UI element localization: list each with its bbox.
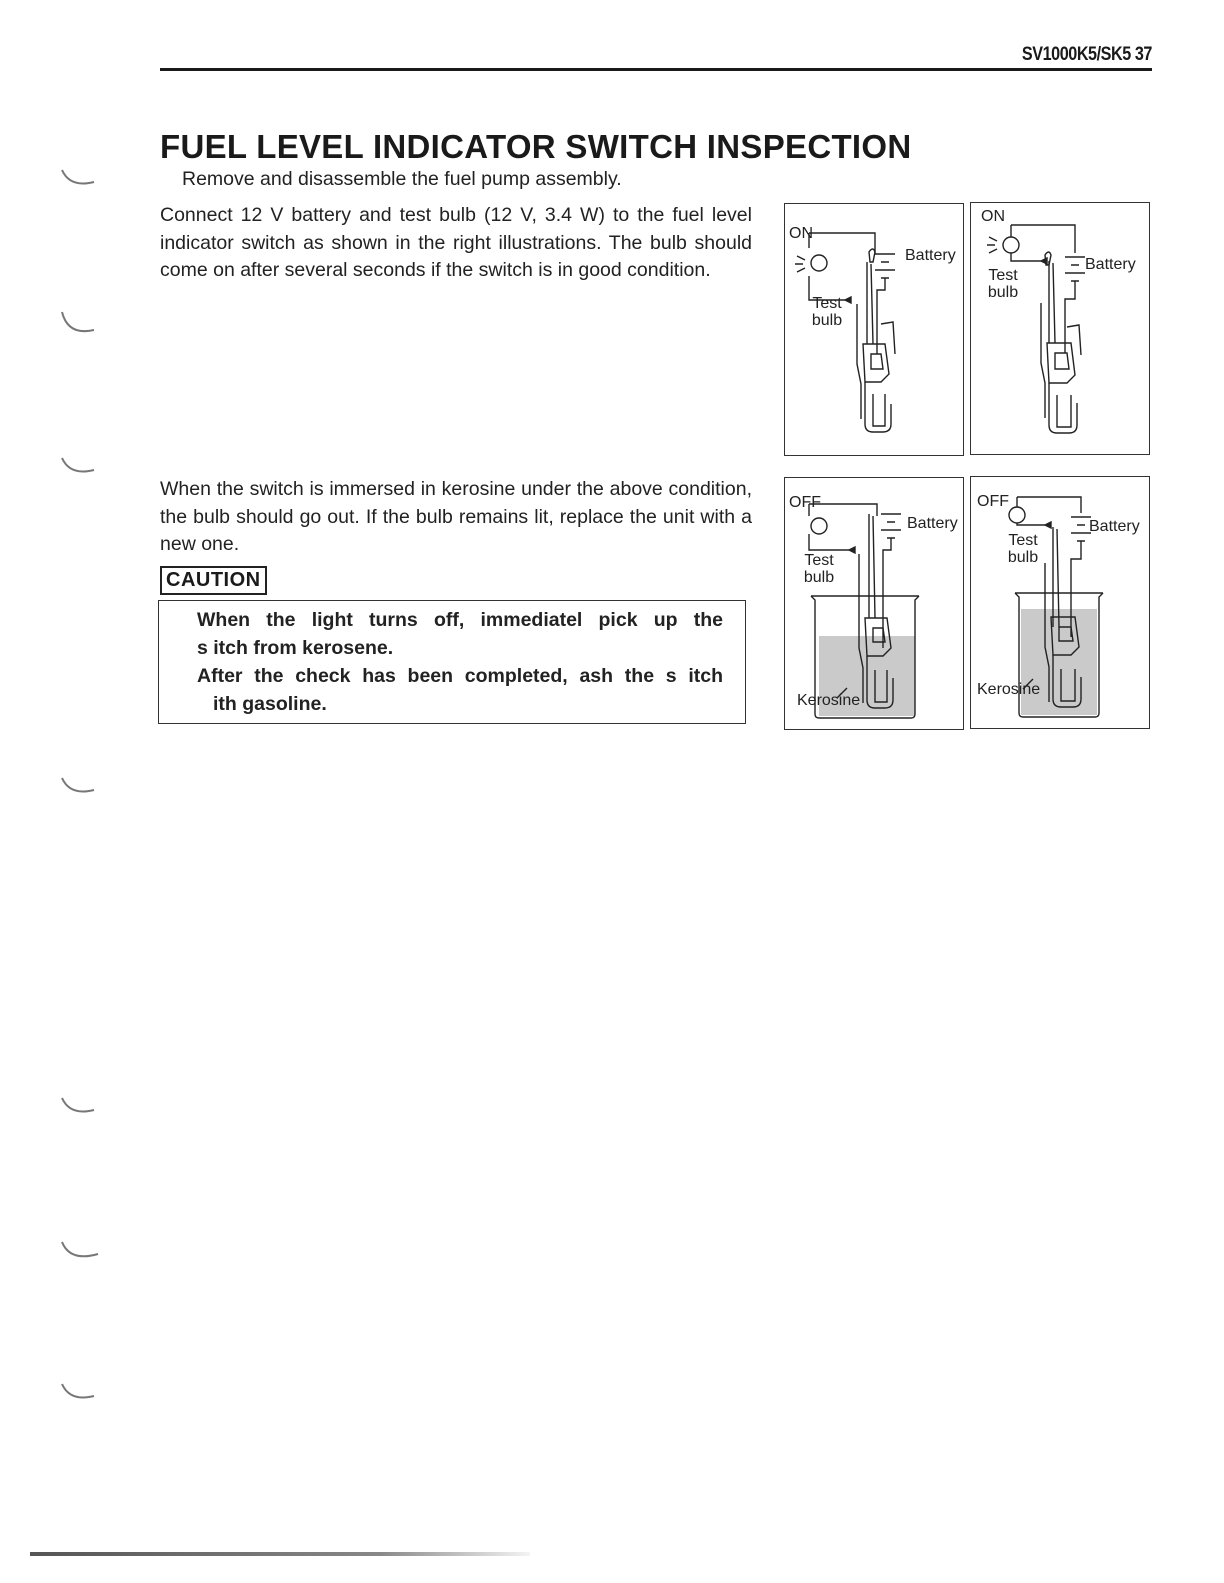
figure-off-1-battery: Battery: [907, 515, 958, 532]
figure-on-1-bulb-label-2: bulb: [811, 312, 843, 329]
binding-mark-2: [58, 310, 98, 340]
binding-mark-4: [58, 776, 98, 800]
figure-on-2-drawing: [971, 203, 1151, 456]
binding-mark-1: [58, 168, 98, 192]
figure-on-2: [970, 202, 1150, 455]
figure-off-2-liquid-label: Kerosine: [977, 681, 1041, 698]
figure-off-2: [970, 476, 1150, 729]
figure-off-1-bulb-label-1: Test: [804, 552, 834, 569]
figure-off-1: [784, 477, 964, 730]
figure-on-2-bulb-label-2: bulb: [987, 284, 1019, 301]
binding-mark-7: [58, 1382, 98, 1406]
paragraph-immersed: When the switch is immersed in kerosine under the above condition, the bulb should go out. If the bulb remains lit, replace the unit with a new one.: [160, 478, 752, 555]
binding-mark-5: [58, 1096, 98, 1120]
intro-text: Remove and disassemble the fuel pump assembly.: [182, 168, 622, 190]
caution-line-3: After the check has been completed, ash the s itch: [197, 665, 723, 687]
caution-box: [158, 600, 746, 724]
caution-label: CAUTION: [160, 566, 267, 595]
binding-mark-6: [58, 1238, 102, 1266]
binding-mark-3: [58, 456, 98, 480]
header-model-page: SV1000K5/SK5 37: [1021, 44, 1152, 65]
figure-on-1-bulb-label-1: Test: [812, 295, 842, 312]
figure-off-2-bulb-label-2: bulb: [1007, 549, 1039, 566]
page-title: FUEL LEVEL INDICATOR SWITCH INSPECTION: [160, 128, 912, 165]
figure-off-2-bulb-label-1: Test: [1008, 532, 1038, 549]
figure-on-2-bulb-label-1: Test: [988, 267, 1018, 284]
figure-off-1-liquid-label: Kerosine: [797, 692, 861, 709]
figure-off-2-state: OFF: [977, 493, 1009, 510]
bottom-edge-rule: [30, 1552, 530, 1556]
figure-on-1: [784, 203, 964, 456]
figure-on-1-battery: Battery: [905, 247, 956, 264]
figure-on-2-state: ON: [981, 208, 1005, 225]
caution-line-2: s itch from kerosene.: [197, 637, 394, 659]
caution-line-1: When the light turns off, immediatel pick up the: [197, 609, 723, 631]
figure-on-2-battery: Battery: [1085, 256, 1136, 273]
figure-off-2-battery: Battery: [1089, 518, 1140, 535]
figure-on-1-state: ON: [789, 225, 813, 242]
figure-off-1-state: OFF: [789, 494, 821, 511]
header-rule: [160, 68, 1152, 71]
figure-off-1-bulb-label-2: bulb: [803, 569, 835, 586]
paragraph-connect: Connect 12 V battery and test bulb (12 V, 3.4 W) to the fuel level indicator switch as shown in the right illustrations. The bulb should come on after several seconds if the switch is in good condition.: [160, 204, 752, 281]
caution-line-4: ith gasoline.: [213, 693, 327, 715]
